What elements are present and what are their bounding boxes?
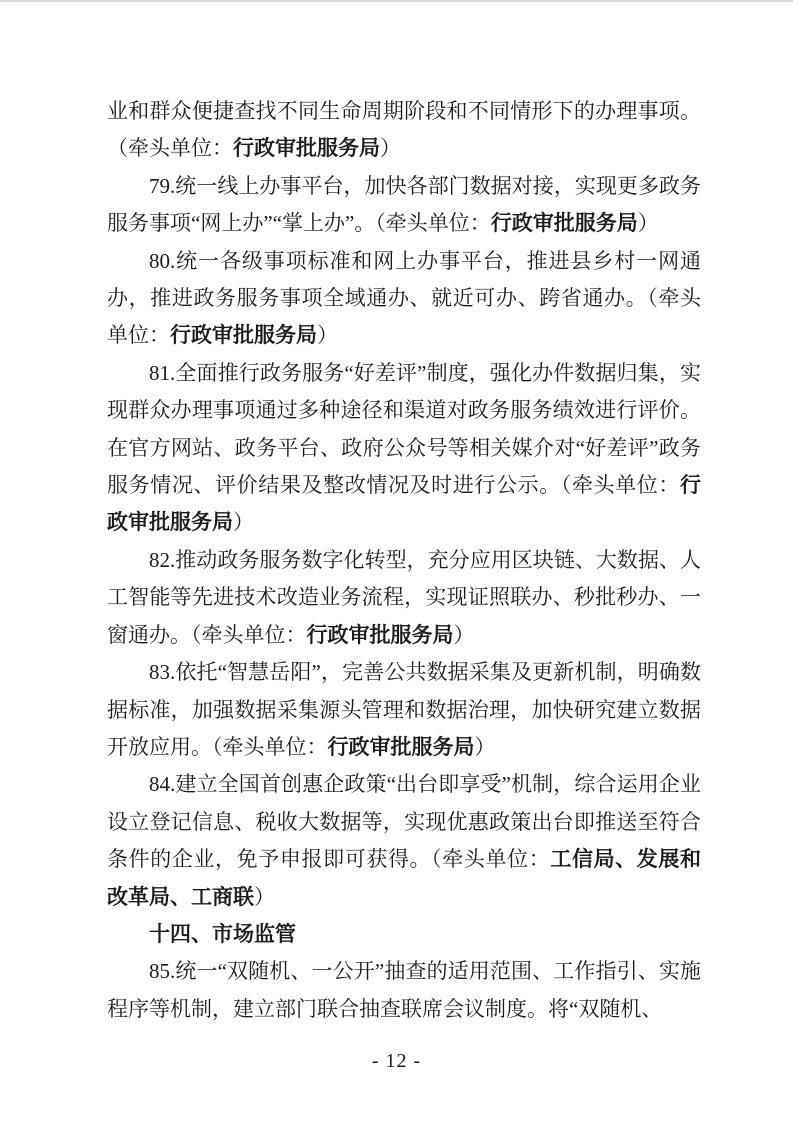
- paragraph-text: 79.统一线上办事平台，加快各部门数据对接，实现更多政务服务事项“网上办”“掌上办”。: [107, 173, 701, 236]
- lead-unit-label: （牵头单位：: [107, 286, 702, 348]
- lead-unit-close: ）: [233, 510, 254, 535]
- lead-unit-label: （牵头单位：: [191, 622, 307, 647]
- lead-unit-name: 行政审批服务局: [107, 473, 702, 535]
- lead-unit-label: （牵头单位：: [560, 473, 681, 498]
- lead-unit-close: ）: [317, 323, 338, 348]
- lead-unit-close: ）: [637, 211, 659, 236]
- paragraph-82: [107, 542, 701, 654]
- lead-unit-label: （牵头单位：: [107, 136, 233, 161]
- lead-unit-close: ）: [453, 622, 475, 647]
- paragraph-text: 80.统一各级事项标准和网上办事平台，推进县乡村一网通办，推进政务服务事项全域通办、就近可办、跨省通办。: [107, 248, 701, 311]
- lead-unit-name: 行政审批服务局: [490, 211, 638, 236]
- paragraph-80: [107, 243, 701, 355]
- paragraph-text: 81.全面推行政务服务“好差评”制度，强化办件数据归集，实现群众办理事项通过多种途径和渠道对政务服务绩效进行评价。在官方网站、政务平台、政府公众号等相关媒介对“好差评”政务服务情况、评价结果及整改情况及时进行公示。: [107, 360, 701, 498]
- paragraph-text: 业和群众便捷查找不同生命周期阶段和不同情形下的办理事项。: [107, 99, 701, 123]
- lead-unit-label: （牵头单位：: [431, 847, 551, 872]
- paragraph-78-continuation: [107, 93, 701, 168]
- lead-unit-close: ）: [380, 136, 401, 161]
- paragraph-85: 85.统一“双随机、一公开”抽查的适用范围、工作指引、实施程序等机制，建立部门联合抽查联席会议制度。将“双随机、: [107, 959, 701, 1021]
- paragraph-text: 83.依托“智慧岳阳”，完善公共数据采集及更新机制，明确数据标准，加强数据采集源头管理和数据治理，加快研究建立数据开放应用。: [107, 660, 701, 759]
- paragraph-text: 84.建立全国首创惠企政策“出台即享受”机制，综合运用企业设立登记信息、税收大数据等，实现优惠政策出台即推送至符合条件的企业，免予申报即可获得。: [107, 772, 701, 872]
- lead-unit-name: 行政审批服务局: [327, 734, 475, 759]
- paragraph-83: [107, 654, 701, 766]
- lead-unit-label: （牵头单位：: [375, 211, 491, 236]
- section-heading-14: 十四、市场监管: [149, 922, 296, 946]
- paragraph-81: [107, 355, 701, 542]
- paragraph-text: 82.推动政务服务数字化转型，充分应用区块链、大数据、人工智能等先进技术改造业务流程，实现证照联办、秒批秒办、一窗通办。: [107, 547, 701, 647]
- lead-unit-label: （牵头单位：: [212, 734, 328, 759]
- lead-unit-name: 行政审批服务局: [306, 622, 454, 647]
- paragraph-79: [107, 168, 701, 243]
- lead-unit-close: ）: [474, 734, 496, 759]
- lead-unit-close: ）: [254, 884, 275, 909]
- lead-unit-name: 行政审批服务局: [233, 136, 380, 161]
- lead-unit-name: 工信局、发展和改革局、工商联: [107, 847, 702, 909]
- document-body: [107, 93, 701, 1028]
- lead-unit-name: 行政审批服务局: [170, 323, 317, 348]
- page-number: - 12 -: [371, 1050, 422, 1072]
- page-top-edge-line: [0, 0, 793, 2]
- paragraph-84: [107, 766, 701, 916]
